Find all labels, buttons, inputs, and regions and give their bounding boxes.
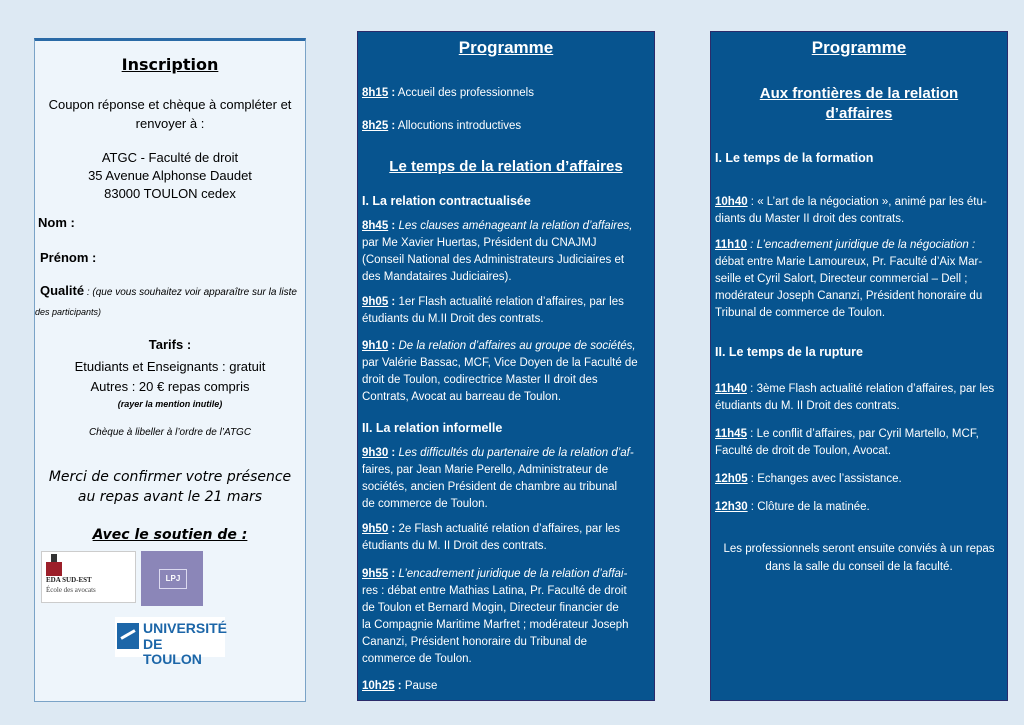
programme-title-1: Programme bbox=[458, 38, 554, 57]
programme-panel-2 bbox=[710, 31, 1008, 701]
section-heading-2: II. Le temps de la rupture bbox=[715, 345, 863, 359]
qualite-line bbox=[40, 283, 305, 298]
soutien-title: Avec le soutien de : bbox=[92, 527, 248, 543]
section-heading-1: I. La relation contractualisée bbox=[362, 194, 531, 208]
inscription-title: Inscription bbox=[121, 55, 219, 74]
agenda-item: 10h25 : Pause bbox=[362, 680, 438, 692]
eda-name: EDA SUD-EST bbox=[46, 576, 92, 584]
agenda-item: 11h10 : L’encadrement juridique de la négociation : débat entre Marie Lamoureux, Pr. Faculté d’Aix Mar- seille et Cyril Salort, Directeur commercial – Dell ; modérateur Joseph Cananzi, Président honoraire du Tribunal de commerce de Toulon. bbox=[715, 239, 983, 319]
agenda-item: 9h50 : 2e Flash actualité relation d’affaires, par les étudiants du M. II Droit des contrats. bbox=[362, 523, 621, 552]
section-heading-1: I. Le temps de la formation bbox=[715, 151, 874, 165]
cheque-note: Chèque à libeller à l’ordre de l’ATGC bbox=[88, 427, 252, 438]
qualite-note-2: des participants) bbox=[35, 307, 102, 317]
merci-line-2: au repas avant le 21 mars bbox=[77, 489, 263, 505]
universite-line-2: DE TOULON bbox=[143, 636, 202, 667]
eda-logo bbox=[41, 551, 136, 603]
agenda-item: 11h40 : 3ème Flash actualité relation d’affaires, par les étudiants du M. II Droit des contrats. bbox=[715, 383, 995, 412]
agenda-item: 8h45 : Les clauses aménageant la relation d’affaires, par Me Xavier Huertas, Président du CNAJMJ (Conseil National des Administrateurs Judiciaires et des Mandataires Judiciaires). bbox=[362, 220, 633, 283]
merci-line-1: Merci de confirmer votre présence bbox=[48, 469, 292, 485]
universite-toulon-logo bbox=[115, 617, 228, 667]
lpj-label: LPJ bbox=[159, 569, 187, 589]
eda-subtitle: École des avocats bbox=[46, 586, 96, 594]
agenda-item: 9h30 : Les difficultés du partenaire de la relation d’af- faires, par Jean Marie Perello, Administrateur de sociétés, ancien Président de chambre au tribunal de commerce de Toulon. bbox=[362, 447, 634, 510]
prenom-label: Prénom : bbox=[40, 250, 97, 265]
closing-line-1: Les professionnels seront ensuite conviés à un repas bbox=[723, 543, 995, 555]
agenda-item: 9h55 : L’encadrement juridique de la relation d’affai- res : débat entre Mathias Latina, Pr. Faculté de droit de Toulon et Bernard Mogin, Directeur financier de la Compagnie Maritime Marfret ; modérateur Joseph Cananzi, Président honoraire du Tribunal de commerce de Toulon. bbox=[362, 568, 629, 665]
address-line-2: 35 Avenue Alphonse Daudet bbox=[88, 168, 252, 183]
programme-panel-1 bbox=[357, 31, 655, 701]
agenda-item: 8h15 : Accueil des professionnels bbox=[362, 87, 534, 99]
tarifs-title: Tarifs : bbox=[148, 337, 192, 352]
agenda-item: 12h30 : Clôture de la matinée. bbox=[715, 501, 870, 513]
tarif-others: Autres : 20 € repas compris bbox=[90, 379, 250, 394]
qualite-label: Qualité bbox=[40, 283, 85, 298]
agenda-item: 9h10 : De la relation d’affaires au groupe de sociétés, par Valérie Bassac, MCF, Vice Doyen de la Faculté de droit de Toulon, codirectrice Master II droit des Contrats, Avocat au barreau de Toulon. bbox=[362, 340, 638, 403]
agenda-item: 9h05 : 1er Flash actualité relation d’affaires, par les étudiants du M.II Droit des contrats. bbox=[362, 296, 624, 325]
section-heading-2: II. La relation informelle bbox=[362, 421, 503, 435]
agenda-item: 8h25 : Allocutions introductives bbox=[362, 120, 522, 132]
intro-line-1: Coupon réponse et chèque à compléter et bbox=[48, 97, 292, 112]
universite-emblem-icon bbox=[117, 623, 139, 649]
rayer-note: (rayer la mention inutile) bbox=[117, 399, 223, 409]
universite-line-1: UNIVERSITÉ bbox=[143, 620, 228, 636]
closing-line-2: dans la salle du conseil de la faculté. bbox=[765, 561, 953, 573]
intro-line-2: renvoyer à : bbox=[135, 116, 205, 131]
agenda-item: 11h45 : Le conflit d’affaires, par Cyril Martello, MCF, Faculté de droit de Toulon, Avocat. bbox=[715, 428, 979, 457]
nom-label: Nom : bbox=[38, 215, 75, 230]
section-subtitle-1: Aux frontières de la relation bbox=[759, 85, 959, 102]
section-subtitle-2: d’affaires bbox=[825, 105, 893, 122]
tarif-students: Etudiants et Enseignants : gratuit bbox=[74, 359, 266, 374]
agenda-item: 10h40 : « L’art de la négociation », animé par les étu- diants du Master II droit des contrats. bbox=[715, 196, 987, 225]
section-subtitle: Le temps de la relation d’affaires bbox=[389, 158, 623, 175]
address-line-3: 83000 TOULON cedex bbox=[104, 186, 236, 201]
agenda-item: 12h05 : Echanges avec l’assistance. bbox=[715, 473, 902, 485]
address-line-1: ATGC - Faculté de droit bbox=[101, 150, 239, 165]
qualite-note: : (que vous souhaitez voir apparaître sur la liste bbox=[84, 287, 297, 298]
programme-title-2: Programme bbox=[811, 38, 907, 57]
inscription-panel bbox=[34, 38, 306, 702]
lpj-logo bbox=[141, 551, 203, 606]
eda-emblem-icon bbox=[46, 554, 62, 576]
